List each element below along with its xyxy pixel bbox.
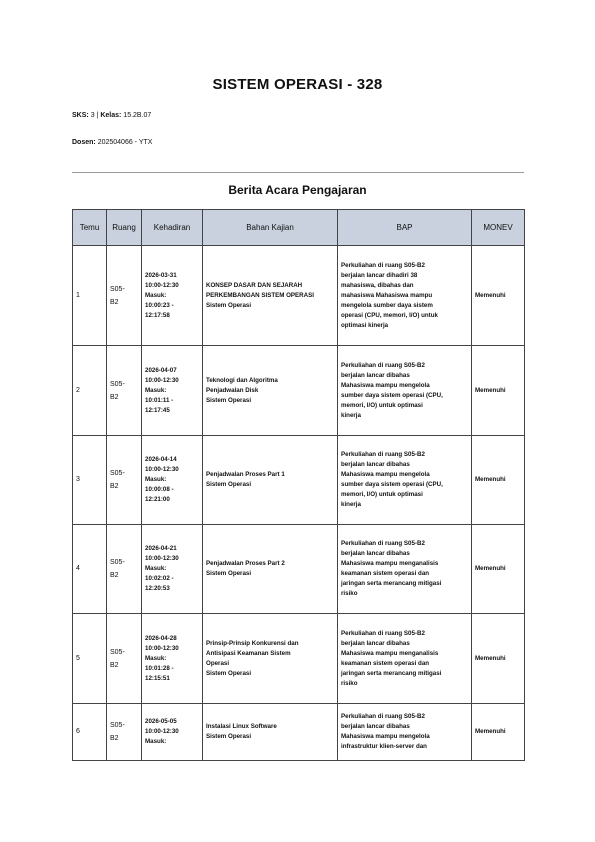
teaching-record-table (72, 209, 525, 761)
cell-monev: Memenuhi (472, 525, 525, 614)
dosen-value: 202504066 - YTX (97, 139, 153, 146)
cell-bahan-kajian: Prinsip-Prinsip Konkurensi dan Antisipasi Keamanan Sistem Operasi Sistem Operasi (203, 614, 338, 704)
cell-bahan-kajian: Teknologi dan Algoritma Penjadwalan Disk Sistem Operasi (203, 346, 338, 436)
kelas-label: Kelas: (100, 112, 122, 119)
cell-kehadiran: 2026-03-31 10:00-12:30 Masuk: 10:00:23 - 12:17:58 (142, 246, 203, 346)
cell-kehadiran: 2026-04-21 10:00-12:30 Masuk: 10:02:02 - 12:20:53 (142, 525, 203, 614)
cell-bap: Perkuliahan di ruang S05-B2 berjalan lancar dibahas Mahasiswa mampu mengelola infrastruktur klien-server dan (338, 704, 472, 761)
header-bap: BAP (338, 210, 472, 246)
table-header-row (73, 210, 525, 246)
cell-temu: 6 (73, 704, 107, 761)
table-row (73, 346, 525, 436)
cell-monev: Memenuhi (472, 704, 525, 761)
cell-bap: Perkuliahan di ruang S05-B2 berjalan lancar dihadiri 38 mahasiswa, dibahas dan mahasiswa Mahasiswa mampu mengelola sumber daya sistem operasi (CPU, memori, I/O) untuk optimasi kinerja (338, 246, 472, 346)
header-monev: MONEV (472, 210, 525, 246)
kelas-value: 15.2B.07 (123, 112, 152, 119)
cell-bahan-kajian: Penjadwalan Proses Part 1 Sistem Operasi (203, 436, 338, 525)
cell-monev: Memenuhi (472, 436, 525, 525)
divider (72, 172, 524, 173)
cell-temu: 5 (73, 614, 107, 704)
dosen-label: Dosen: (72, 139, 96, 146)
cell-monev: Memenuhi (472, 246, 525, 346)
course-title: SISTEM OPERASI - 328 (212, 76, 383, 93)
cell-bahan-kajian: Instalasi Linux Software Sistem Operasi (203, 704, 338, 761)
cell-bap: Perkuliahan di ruang S05-B2 berjalan lancar dibahas Mahasiswa mampu mengelola sumber daya sistem operasi (CPU, memori, I/O) untuk optimasi kinerja (338, 436, 472, 525)
cell-kehadiran: 2026-04-07 10:00-12:30 Masuk: 10:01:11 - 12:17:45 (142, 346, 203, 436)
cell-temu: 2 (73, 346, 107, 436)
table-row (73, 436, 525, 525)
cell-bahan-kajian: KONSEP DASAR DAN SEJARAH PERKEMBANGAN SISTEM OPERASI Sistem Operasi (203, 246, 338, 346)
meta-separator: | (96, 112, 99, 119)
header-ruang: Ruang (107, 210, 142, 246)
sks-value: 3 (90, 112, 95, 119)
table-row (73, 246, 525, 346)
cell-ruang: S05- B2 (107, 704, 142, 761)
course-meta-dosen (72, 139, 152, 146)
cell-bap: Perkuliahan di ruang S05-B2 berjalan lancar dibahas Mahasiswa mampu menganalisis keamanan sistem operasi dan jaringan serta merancang mitigasi risiko (338, 614, 472, 704)
section-title: Berita Acara Pengajaran (228, 183, 367, 197)
cell-bap: Perkuliahan di ruang S05-B2 berjalan lancar dibahas Mahasiswa mampu menganalisis keamanan sistem operasi dan jaringan serta merancang mitigasi risiko (338, 525, 472, 614)
cell-monev: Memenuhi (472, 346, 525, 436)
cell-ruang: S05- B2 (107, 436, 142, 525)
cell-monev: Memenuhi (472, 614, 525, 704)
cell-kehadiran: 2026-04-14 10:00-12:30 Masuk: 10:00:08 - 12:21:00 (142, 436, 203, 525)
course-meta-sks-kelas (72, 112, 151, 119)
table-row (73, 704, 525, 761)
cell-bahan-kajian: Penjadwalan Proses Part 2 Sistem Operasi (203, 525, 338, 614)
cell-temu: 3 (73, 436, 107, 525)
cell-ruang: S05- B2 (107, 525, 142, 614)
cell-bap: Perkuliahan di ruang S05-B2 berjalan lancar dibahas Mahasiswa mampu mengelola sumber daya sistem operasi (CPU, memori, I/O) untuk optimasi kinerja (338, 346, 472, 436)
cell-ruang: S05- B2 (107, 614, 142, 704)
table-row (73, 525, 525, 614)
cell-ruang: S05- B2 (107, 246, 142, 346)
cell-ruang: S05- B2 (107, 346, 142, 436)
sks-label: SKS: (72, 112, 89, 119)
cell-kehadiran: 2026-04-28 10:00-12:30 Masuk: 10:01:28 - 12:15:51 (142, 614, 203, 704)
table-row (73, 614, 525, 704)
header-temu: Temu (73, 210, 107, 246)
cell-temu: 4 (73, 525, 107, 614)
cell-temu: 1 (73, 246, 107, 346)
header-kehadiran: Kehadiran (142, 210, 203, 246)
cell-kehadiran: 2026-05-05 10:00-12:30 Masuk: (142, 704, 203, 761)
header-bahan-kajian: Bahan Kajian (203, 210, 338, 246)
